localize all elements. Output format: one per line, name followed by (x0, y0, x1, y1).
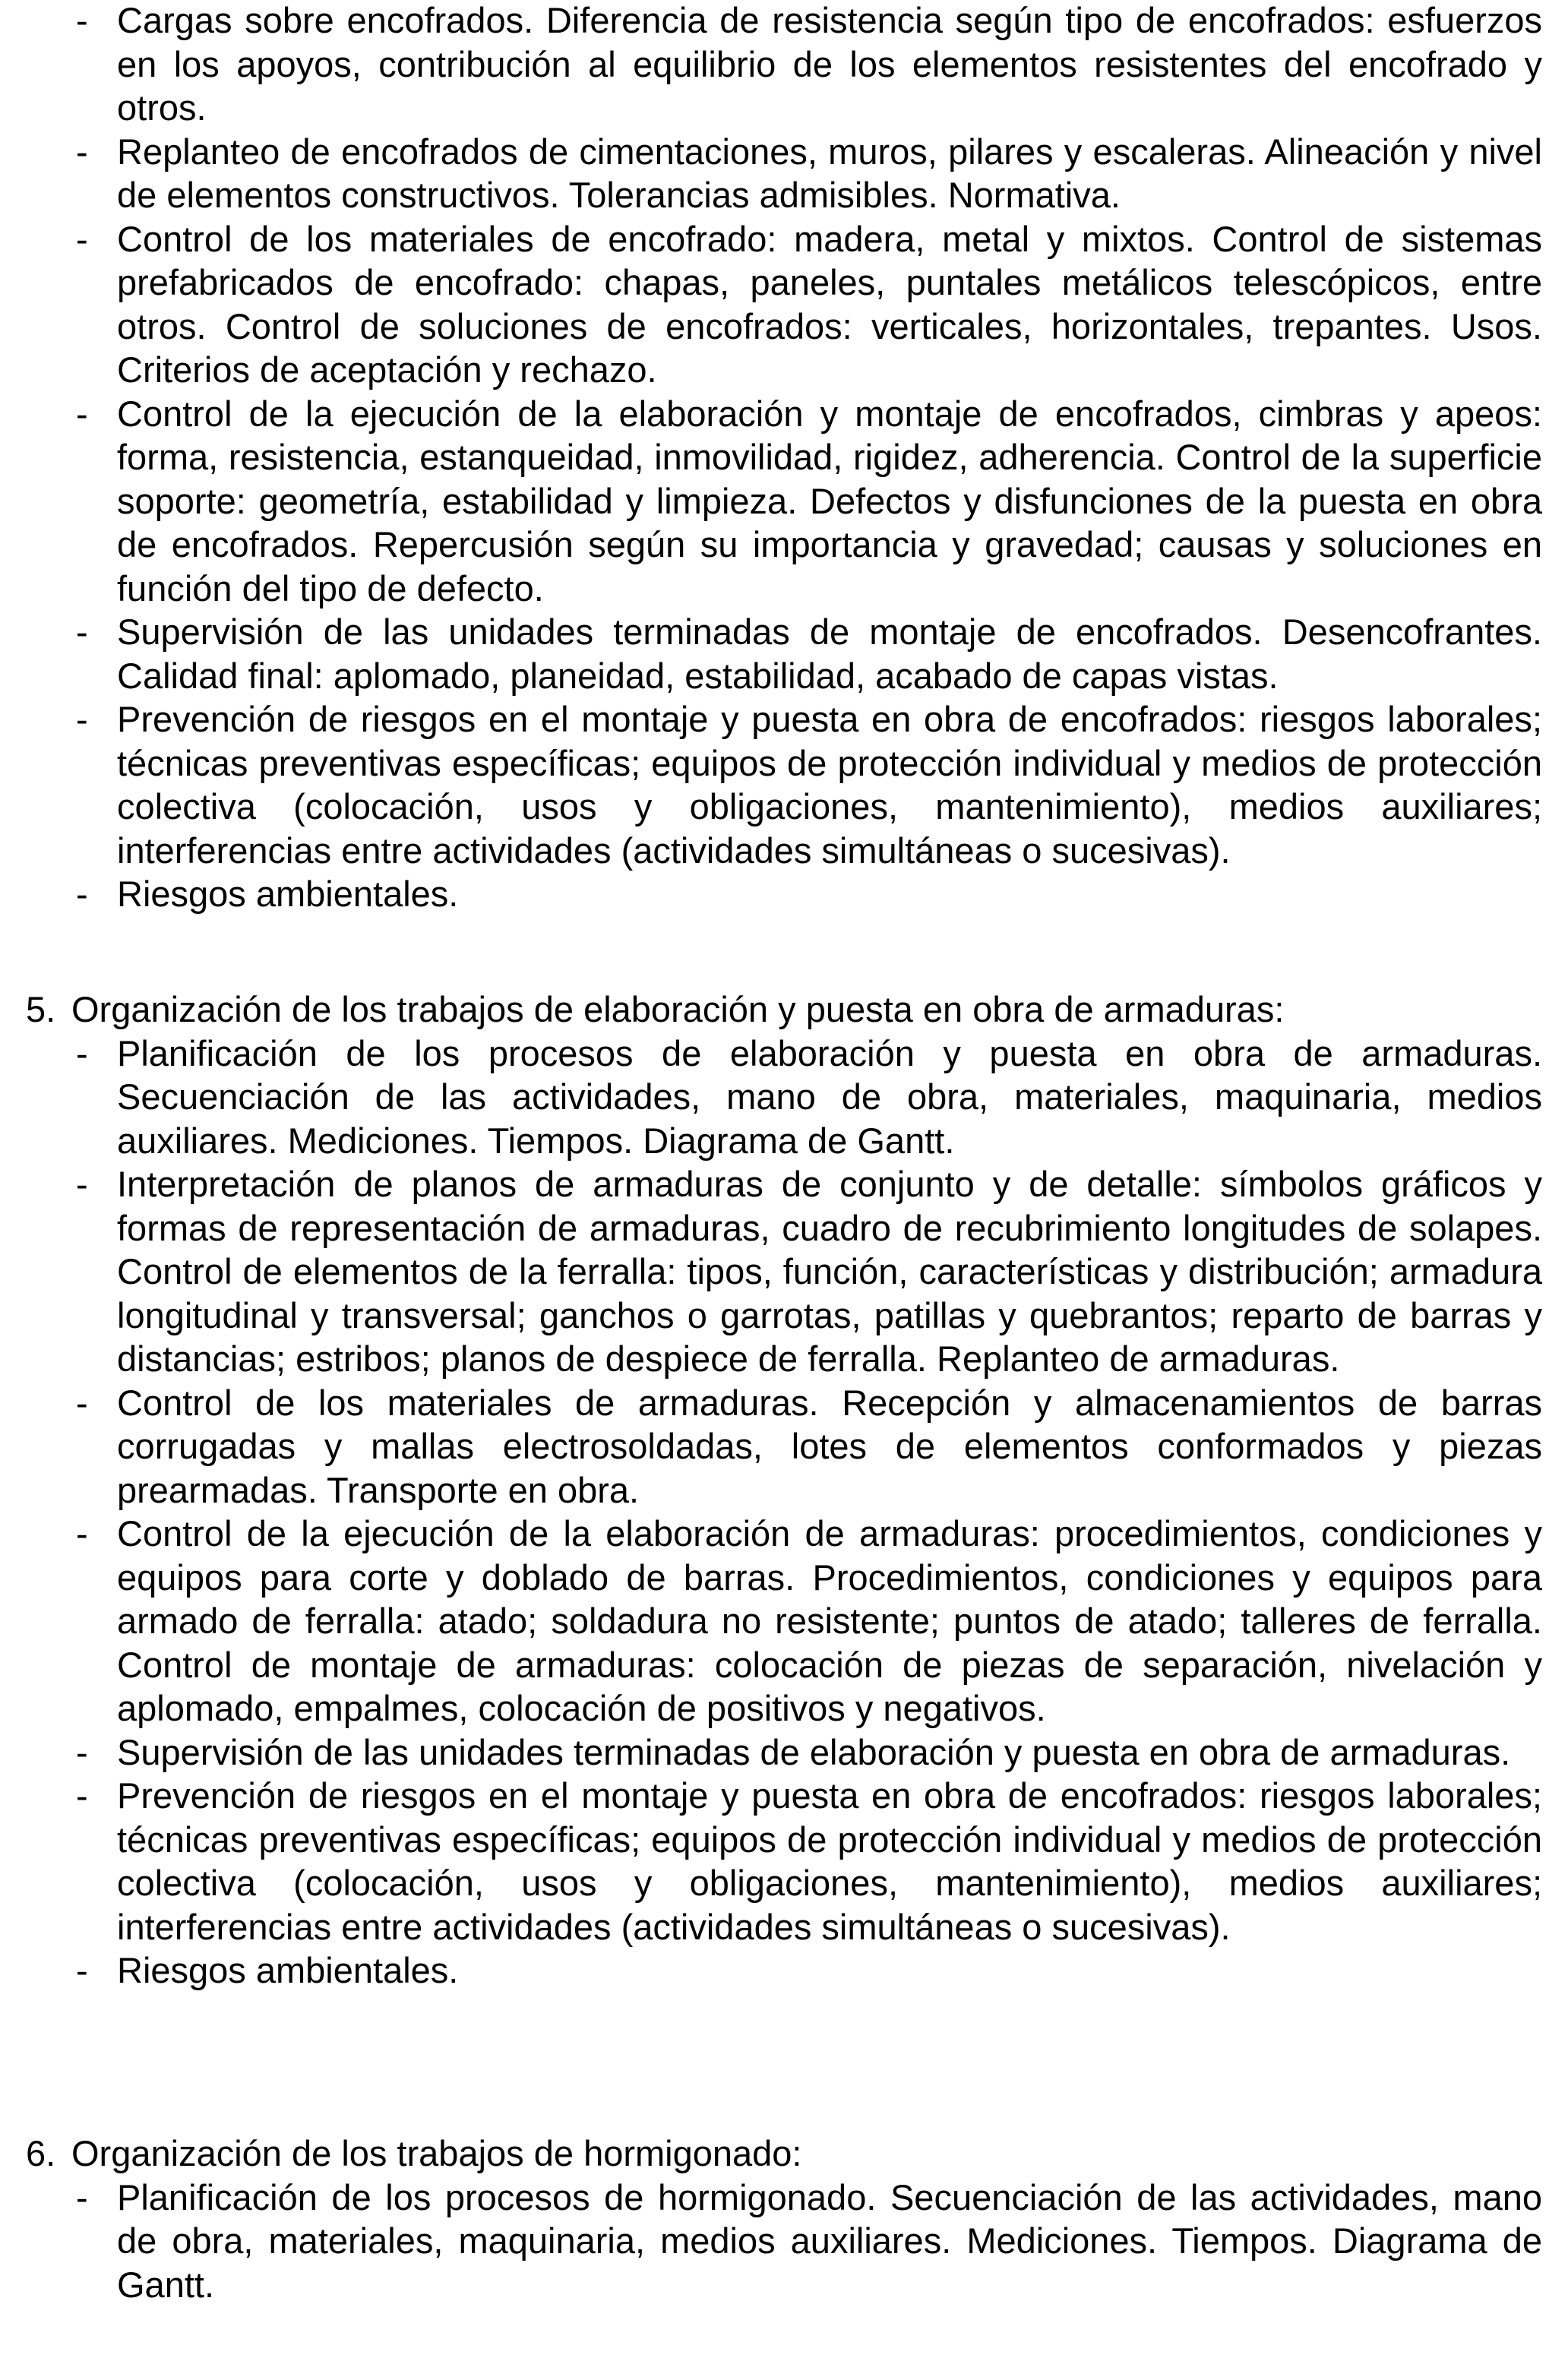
bullet-dash: - (76, 1382, 88, 1423)
list-item (0, 872, 1542, 916)
list-item (0, 217, 1542, 392)
list-item (0, 1162, 1542, 1381)
intro-item-list (0, 0, 1568, 916)
bullet-dash: - (76, 874, 88, 914)
list-item-text: Prevención de riesgos en el montaje y puesta en obra de encofrados: riesgos laborales; técnicas preventivas específicas; equipos de protección individual y medios de protección colectiva (colocación, usos y obligaciones, mantenimiento), medios auxiliares; interferencias entre actividades (actividades simultáneas o sucesivas). (117, 699, 1542, 871)
list-item-text: Supervisión de las unidades terminadas de montaje de encofrados. Desencofrantes. Calidad final: aplomado, planeidad, estabilidad, acabado de capas vistas. (117, 612, 1542, 696)
section-5 (0, 988, 1568, 1993)
list-item (0, 392, 1542, 611)
list-item-text: Control de los materiales de armaduras. Recepción y almacenamientos de barras corrugadas y mallas electrosoldadas, lotes de elementos conformados y piezas prearmadas. Transporte en obra. (117, 1382, 1542, 1510)
bullet-dash: - (76, 1032, 88, 1073)
bullet-dash: - (76, 131, 88, 172)
section-heading (0, 988, 1542, 1032)
list-item-text: Riesgos ambientales. (117, 1950, 459, 1990)
list-item (0, 1774, 1542, 1949)
list-item (0, 0, 1542, 130)
section-heading (0, 2132, 1542, 2176)
bullet-dash: - (76, 1513, 88, 1553)
list-item-text: Prevención de riesgos en el montaje y puesta en obra de encofrados: riesgos laborales; técnicas preventivas específicas; equipos de protección individual y medios de protección colectiva (colocación, usos y obligaciones, mantenimiento), medios auxiliares; interferencias entre actividades (actividades simultáneas o sucesivas). (117, 1775, 1542, 1947)
bullet-dash: - (76, 612, 88, 652)
bullet-dash: - (76, 699, 88, 739)
bullet-dash: - (76, 1950, 88, 1990)
bullet-dash: - (76, 218, 88, 259)
list-item (0, 697, 1542, 872)
list-item (0, 610, 1542, 697)
bullet-dash: - (76, 1775, 88, 1816)
list-item-text: Riesgos ambientales. (117, 874, 459, 914)
list-item-text: Cargas sobre encofrados. Diferencia de resistencia según tipo de encofrados: esfuerzos en los apoyos, contribución al equilibrio de los elementos resistentes del encofrado y otros. (117, 0, 1542, 128)
list-item (0, 2176, 1542, 2307)
bullet-dash: - (76, 393, 88, 434)
list-item-text: Control de los materiales de encofrado: madera, metal y mixtos. Control de sistemas prefabricados de encofrado: chapas, paneles, puntales metálicos telescópicos, entre otros. Control de soluciones de encofrados: verticales, horizontales, trepantes. Usos. Criterios de aceptación y rechazo. (117, 218, 1542, 390)
section-6 (0, 2132, 1568, 2306)
list-item-text: Planificación de los procesos de hormigonado. Secuenciación de las actividades, mano de obra, materiales, maquinaria, medios auxiliares. Mediciones. Tiempos. Diagrama de Gantt. (117, 2176, 1542, 2305)
bullet-dash: - (76, 2176, 88, 2217)
bullet-dash: - (76, 1731, 88, 1772)
bullet-dash: - (76, 0, 88, 40)
list-item (0, 1032, 1542, 1163)
list-item-text: Control de la ejecución de la elaboración y montaje de encofrados, cimbras y apeos: forma, resistencia, estanqueidad, inmovilidad, rigidez, adherencia. Control de la superficie soporte: geometría, estabilidad y limpieza. Defectos y disfunciones de la puesta en obra de encofrados. Repercusión según su importancia y gravedad; causas y soluciones en función del tipo de defecto. (117, 393, 1542, 608)
list-item (0, 1949, 1542, 1993)
section-title: Organización de los trabajos de elaboración y puesta en obra de armaduras: (71, 989, 1285, 1029)
list-item (0, 1730, 1542, 1775)
list-item (0, 1381, 1542, 1512)
list-item-text: Supervisión de las unidades terminadas de elaboración y puesta en obra de armaduras. (117, 1731, 1511, 1772)
list-item-text: Planificación de los procesos de elaboración y puesta en obra de armaduras. Secuenciación de las actividades, mano de obra, materiales, maquinaria, medios auxiliares. Mediciones. Tiempos. Diagrama de Gantt. (117, 1032, 1542, 1161)
section-title: Organización de los trabajos de hormigonado: (71, 2133, 802, 2173)
list-item-text: Replanteo de encofrados de cimentaciones, muros, pilares y escaleras. Alineación y nivel de elementos constructivos. Tolerancias admisibles. Normativa. (117, 131, 1542, 215)
list-item-text: Control de la ejecución de la elaboración de armaduras: procedimientos, condiciones y equipos para corte y doblado de barras. Procedimientos, condiciones y equipos para armado de ferralla: atado; soldadura no resistente; puntos de atado; talleres de ferralla. Control de montaje de armaduras: colocación de piezas de separación, nivelación y aplomado, empalmes, colocación de positivos y negativos. (117, 1513, 1542, 1728)
section-number: 6. (26, 2133, 56, 2173)
list-item-text: Interpretación de planos de armaduras de conjunto y de detalle: símbolos gráficos y formas de representación de armaduras, cuadro de recubrimiento longitudes de solapes. Control de elementos de la ferralla: tipos, función, características y distribución; armadura longitudinal y transversal; ganchos o garrotas, patillas y quebrantos; reparto de barras y distancias; estribos; planos de despiece de ferralla. Replanteo de armaduras. (117, 1164, 1542, 1379)
section-number: 5. (26, 989, 56, 1029)
bullet-dash: - (76, 1164, 88, 1204)
list-item (0, 130, 1542, 217)
list-item (0, 1512, 1542, 1730)
